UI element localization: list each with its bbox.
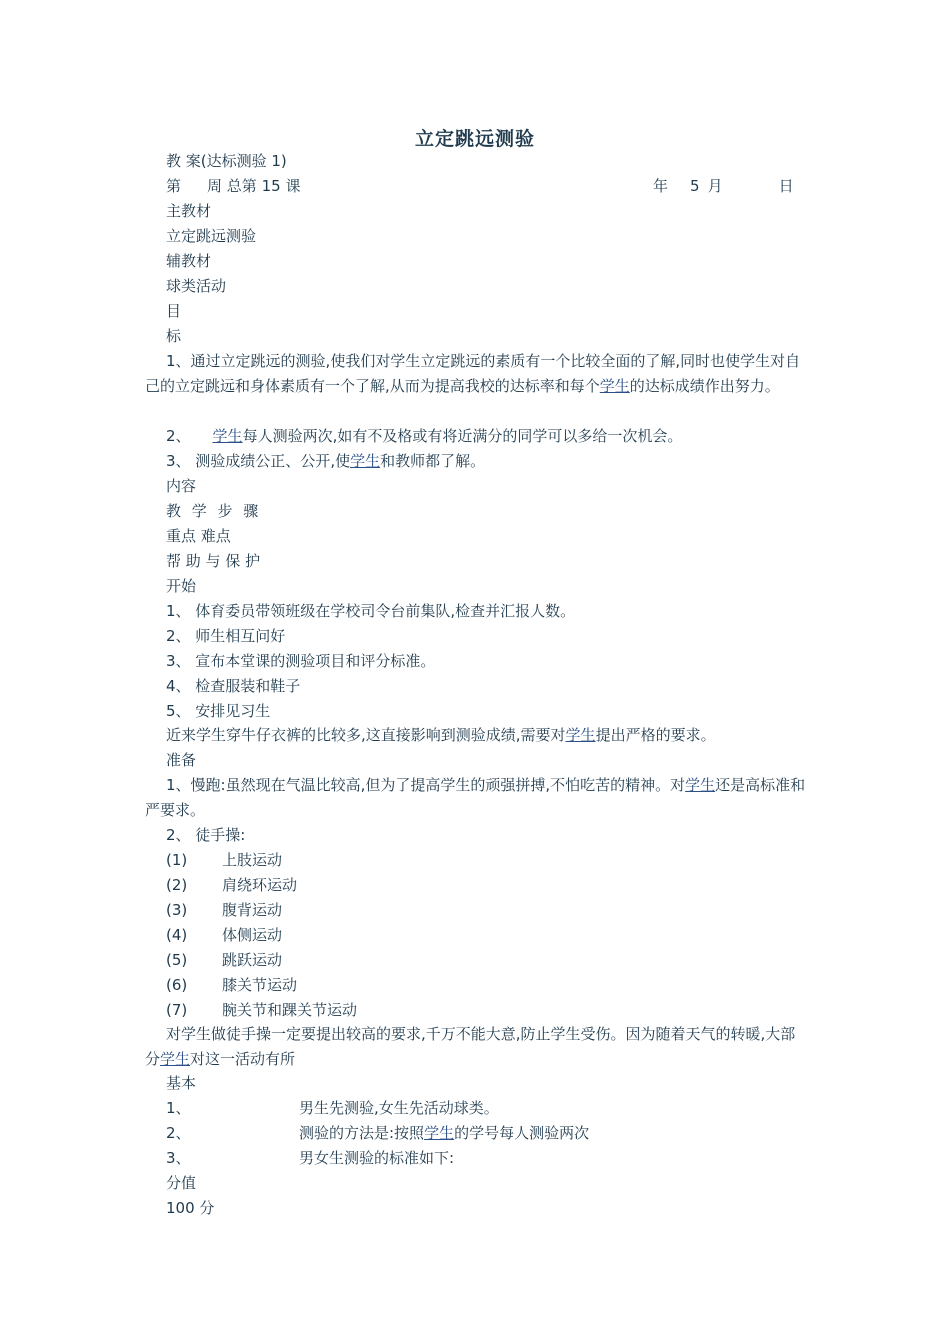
exercise-number: (1) <box>166 851 188 869</box>
document-title: 立定跳远测验 <box>414 128 535 150</box>
exercise-text: 膝关节运动 <box>222 976 298 994</box>
goal-1-student-link[interactable]: 学生 <box>599 377 630 395</box>
exercise-item <box>166 898 282 923</box>
exercise-text: 腹背运动 <box>222 901 283 919</box>
week-prefix: 第 <box>166 177 182 195</box>
prepare-1-text-a: 1、慢跑:虽然现在气温比较高,但为了提高学生的顽强拼搏,不怕吃苦的精神。对 <box>166 776 686 794</box>
basic-item <box>166 1146 454 1171</box>
goal-3-student-link[interactable]: 学生 <box>350 452 381 470</box>
start-label: 开始 <box>166 577 197 595</box>
week-suffix: 周 总第 <box>207 177 257 195</box>
day-label: 日 <box>778 177 794 195</box>
score-label: 分值 <box>166 1174 197 1192</box>
key-points-label: 重点 难点 <box>166 527 231 545</box>
goal-paragraph-1 <box>145 349 810 399</box>
basic-item <box>166 1121 589 1146</box>
prepare-note <box>145 1022 810 1072</box>
basic-item-text: 男生先测验,女生先活动球类。 <box>299 1099 499 1117</box>
lesson-suffix: 课 <box>285 177 301 195</box>
exercise-text: 上肢运动 <box>222 851 283 869</box>
exercise-item <box>166 848 282 873</box>
goal-1-text-b: 的达标成绩作出努力。 <box>629 377 780 395</box>
steps-label: 教 学 步 骤 <box>166 502 259 520</box>
start-item: 4、 检查服装和鞋子 <box>166 677 301 695</box>
exercise-text: 肩绕环运动 <box>222 876 298 894</box>
score-value: 100 分 <box>166 1199 215 1217</box>
lesson-number: 15 <box>261 177 281 195</box>
date-row <box>653 174 794 199</box>
prepare-note-text-b: 对这一活动有所 <box>190 1050 296 1068</box>
prepare-paragraph-1 <box>145 773 810 823</box>
exercise-text: 跳跃运动 <box>222 951 283 969</box>
exercise-item <box>166 873 297 898</box>
month-value: 5 <box>690 177 700 195</box>
start-item: 3、 宣布本堂课的测验项目和评分标准。 <box>166 652 436 670</box>
start-item: 1、 体育委员带领班级在学校司令台前集队,检查并汇报人数。 <box>166 602 576 620</box>
exercise-item <box>166 973 297 998</box>
goal-paragraph-2 <box>166 424 682 449</box>
goal-label-1: 目 <box>166 302 182 320</box>
month-label: 月 <box>707 177 723 195</box>
goal-3-text-b: 和教师都了解。 <box>380 452 486 470</box>
exercise-number: (4) <box>166 926 188 944</box>
start-note-student-link[interactable]: 学生 <box>565 726 596 744</box>
main-material: 立定跳远测验 <box>166 227 257 245</box>
prepare-1-text-b: 还是高标准和严要求。 <box>145 776 806 819</box>
year-label: 年 <box>653 177 669 195</box>
goal-1-text-a: 1、通过立定跳远的测验,使我们对学生立定跳远的素质有一个比较全面的了解,同时也使学生对自己的立定跳远和身体素质有一个了解,从而为提高我校的达标率和每个 <box>145 352 801 395</box>
goal-2-student-link[interactable]: 学生 <box>212 427 243 445</box>
prepare-label: 准备 <box>166 751 197 769</box>
exercise-number: (7) <box>166 1001 188 1019</box>
goal-2-text: 每人测验两次,如有不及格或有将近满分的同学可以多给一次机会。 <box>242 427 683 445</box>
prepare-1-student-link[interactable]: 学生 <box>685 776 716 794</box>
exercise-text: 体侧运动 <box>222 926 283 944</box>
basic-label: 基本 <box>166 1074 197 1092</box>
prepare-note-text-a: 对学生做徒手操一定要提出较高的要求,千万不能大意,防止学生受伤。因为随着天气的转暖,大部分 <box>145 1025 796 1068</box>
exercise-item <box>166 923 282 948</box>
exercise-number: (6) <box>166 976 188 994</box>
start-note-text-b: 提出严格的要求。 <box>595 726 716 744</box>
exercise-text: 腕关节和踝关节运动 <box>222 1001 358 1019</box>
start-item: 2、 师生相互问好 <box>166 627 286 645</box>
aux-material-label: 辅教材 <box>166 252 212 270</box>
main-material-label: 主教材 <box>166 202 212 220</box>
basic-item-student-link[interactable]: 学生 <box>424 1124 455 1142</box>
basic-item-number: 3、 <box>166 1149 191 1167</box>
exercise-number: (5) <box>166 951 188 969</box>
start-note-text-a: 近来学生穿牛仔衣裤的比较多,这直接影响到测验成绩,需要对 <box>166 726 566 744</box>
goal-label-2: 标 <box>166 327 182 345</box>
exercise-item <box>166 948 282 973</box>
goal-3-text-a: 3、 测验成绩公正、公开,使 <box>166 452 351 470</box>
basic-item <box>166 1096 499 1121</box>
goal-paragraph-3 <box>166 449 485 474</box>
content-label: 内容 <box>166 477 197 495</box>
goal-2-number: 2、 <box>166 427 191 445</box>
exercise-number: (2) <box>166 876 188 894</box>
start-item: 5、 安排见习生 <box>166 702 271 720</box>
basic-item-text-b: 的学号每人测验两次 <box>454 1124 590 1142</box>
exercise-number: (3) <box>166 901 188 919</box>
start-note <box>166 723 716 748</box>
basic-item-text-a: 测验的方法是:按照 <box>299 1124 425 1142</box>
help-label: 帮 助 与 保 护 <box>166 552 261 570</box>
prepare-note-student-link[interactable]: 学生 <box>160 1050 191 1068</box>
lesson-plan-label: 教 案(达标测验 1) <box>166 152 287 170</box>
basic-item-number: 2、 <box>166 1124 191 1142</box>
aux-material: 球类活动 <box>166 277 227 295</box>
basic-item-text: 男女生测验的标准如下: <box>299 1149 455 1167</box>
basic-item-number: 1、 <box>166 1099 191 1117</box>
exercise-item <box>166 998 357 1023</box>
week-lesson-row <box>166 174 300 199</box>
prepare-paragraph-2: 2、 徒手操: <box>166 826 246 844</box>
